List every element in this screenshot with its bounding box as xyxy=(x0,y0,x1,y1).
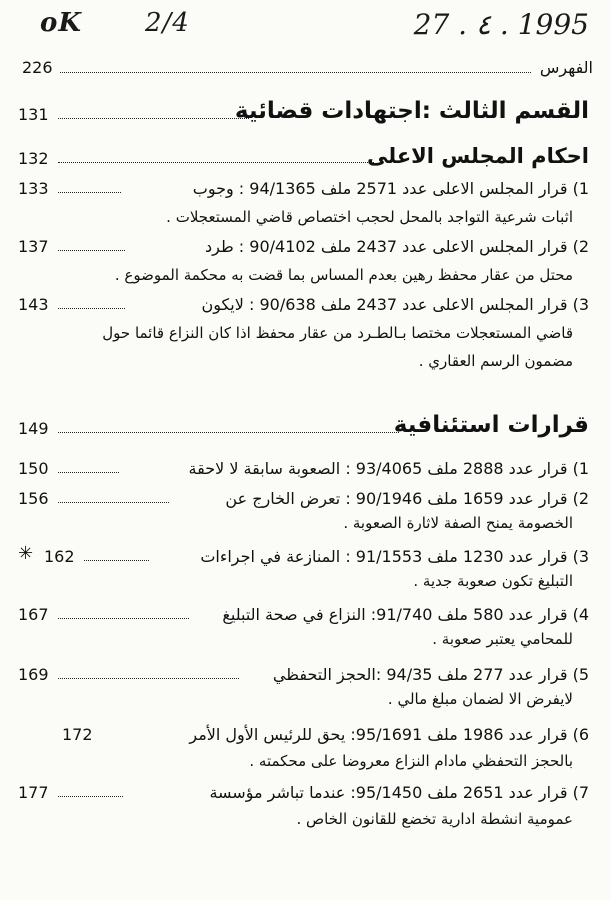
toc-leader xyxy=(58,618,189,619)
toc-leader xyxy=(58,162,374,163)
toc-entry-text: 4) قرار عدد 580 ملف 91/740: النزاع في صحة التبليغ xyxy=(222,605,589,624)
toc-page: 132 xyxy=(18,149,49,168)
toc-page: 150 xyxy=(18,459,49,478)
toc-entry-text: 7) قرار عدد 2651 ملف 95/1450: عندما تباشر مؤسسة xyxy=(209,783,589,802)
toc-entry-text: 6) قرار عدد 1986 ملف 95/1691: يحق للرئيس الأول الأمر xyxy=(189,725,589,744)
toc-leader xyxy=(58,678,239,679)
toc-page: 172 xyxy=(62,725,93,744)
toc-entry-row[interactable] xyxy=(18,776,589,802)
toc-page: 133 xyxy=(18,179,49,198)
handwritten-fraction: 2/4 xyxy=(145,8,190,38)
toc-entry-text: 1) قرار عدد 2888 ملف 93/4065 : الصعوبة سابقة لا لاحقة xyxy=(188,459,589,478)
toc-page: 156 xyxy=(18,489,49,508)
toc-leader xyxy=(58,796,123,797)
toc-page: 169 xyxy=(18,665,49,684)
toc-entry-row[interactable] xyxy=(18,718,589,744)
page-title: الفهرس xyxy=(539,58,593,77)
toc-entry-continuation: مضمون الرسم العقاري . xyxy=(418,352,573,370)
toc-section-row[interactable] xyxy=(18,142,589,168)
toc-page: 149 xyxy=(18,419,49,438)
toc-entry-row[interactable] xyxy=(18,658,589,684)
toc-section-row[interactable] xyxy=(18,412,589,438)
toc-entry-continuation: التبليغ تكون صعوبة جدية . xyxy=(413,572,573,590)
toc-entry-text: 2) قرار عدد 1659 ملف 90/1946 : تعرض الخارج عن xyxy=(225,489,589,508)
toc-page: 131 xyxy=(18,105,49,124)
toc-entry-text: 5) قرار عدد 277 ملف 94/35 :الحجز التحفظي xyxy=(272,665,589,684)
toc-entry-text: 3) قرار عدد 1230 ملف 91/1553 : المنازعة في اجراءات xyxy=(200,547,589,566)
toc-entry-text: 3) قرار المجلس الاعلى عدد 2437 ملف 90/638 : لايكون xyxy=(201,295,589,314)
toc-page: 137 xyxy=(18,237,49,256)
toc-entry-row[interactable] xyxy=(18,172,589,198)
toc-page: 162 xyxy=(44,547,75,566)
handwritten-ok: oK xyxy=(40,8,82,38)
toc-leader xyxy=(58,308,125,309)
toc-leader xyxy=(58,250,125,251)
toc-entry-row[interactable] xyxy=(18,540,589,566)
toc-entry-continuation: محتل من عقار محفظ رهين بعدم المساس بما قضت به محكمة الموضوع . xyxy=(114,266,573,284)
toc-entry-row[interactable] xyxy=(18,598,589,624)
toc-leader xyxy=(58,192,121,193)
toc-section-title: احكام المجلس الاعلى xyxy=(367,144,589,168)
toc-entry-continuation: للمحامي يعتبر صعوبة . xyxy=(432,630,573,648)
toc-entry-continuation: قاضي المستعجلات مختصا بـالطـرد من عقار محفظ اذا كان النزاع قائما حول xyxy=(102,324,573,342)
toc-entry-text: 1) قرار المجلس الاعلى عدد 2571 ملف 94/1365 : وجوب xyxy=(192,179,589,198)
page-number: 226 xyxy=(22,58,53,77)
toc-section-title: القسم الثالث :اجتهادات قضائية xyxy=(234,98,589,124)
toc-leader xyxy=(58,502,169,503)
toc-entry-continuation: عمومية انشطة ادارية تخضع للقانون الخاص . xyxy=(296,810,573,828)
toc-page: 143 xyxy=(18,295,49,314)
handwritten-date: 27 . ٤ . 1995 xyxy=(413,8,589,41)
toc-section-row[interactable] xyxy=(18,98,589,124)
header-leader xyxy=(60,72,531,73)
page-header xyxy=(22,58,593,80)
toc-entry-row[interactable] xyxy=(18,482,589,508)
toc-entry-continuation: لايفرض الا لضمان مبلغ مالي . xyxy=(387,690,573,708)
toc-entry-continuation: الخصومة يمنح الصفة لاثارة الصعوبة . xyxy=(343,514,573,532)
toc-entry-continuation: اثبات شرعية التواجد بالمحل لحجب اختصاص قاضي المستعجلات . xyxy=(166,208,573,226)
toc-entry-row[interactable] xyxy=(18,452,589,478)
toc-entry-row[interactable] xyxy=(18,230,589,256)
toc-leader xyxy=(58,432,399,433)
toc-section-title: قرارات استئنافية xyxy=(393,412,589,438)
margin-asterisk-mark: ✳ xyxy=(18,543,34,564)
toc-leader xyxy=(58,472,119,473)
toc-entry-continuation: بالحجز التحفظي مادام النزاع معروضا على محكمته . xyxy=(249,752,573,770)
toc-leader xyxy=(58,118,249,119)
toc-entry-row[interactable] xyxy=(18,288,589,314)
toc-leader xyxy=(84,560,149,561)
toc-page: 167 xyxy=(18,605,49,624)
toc-page: 177 xyxy=(18,783,49,802)
toc-entry-text: 2) قرار المجلس الاعلى عدد 2437 ملف 90/4102 : طرد xyxy=(205,237,589,256)
